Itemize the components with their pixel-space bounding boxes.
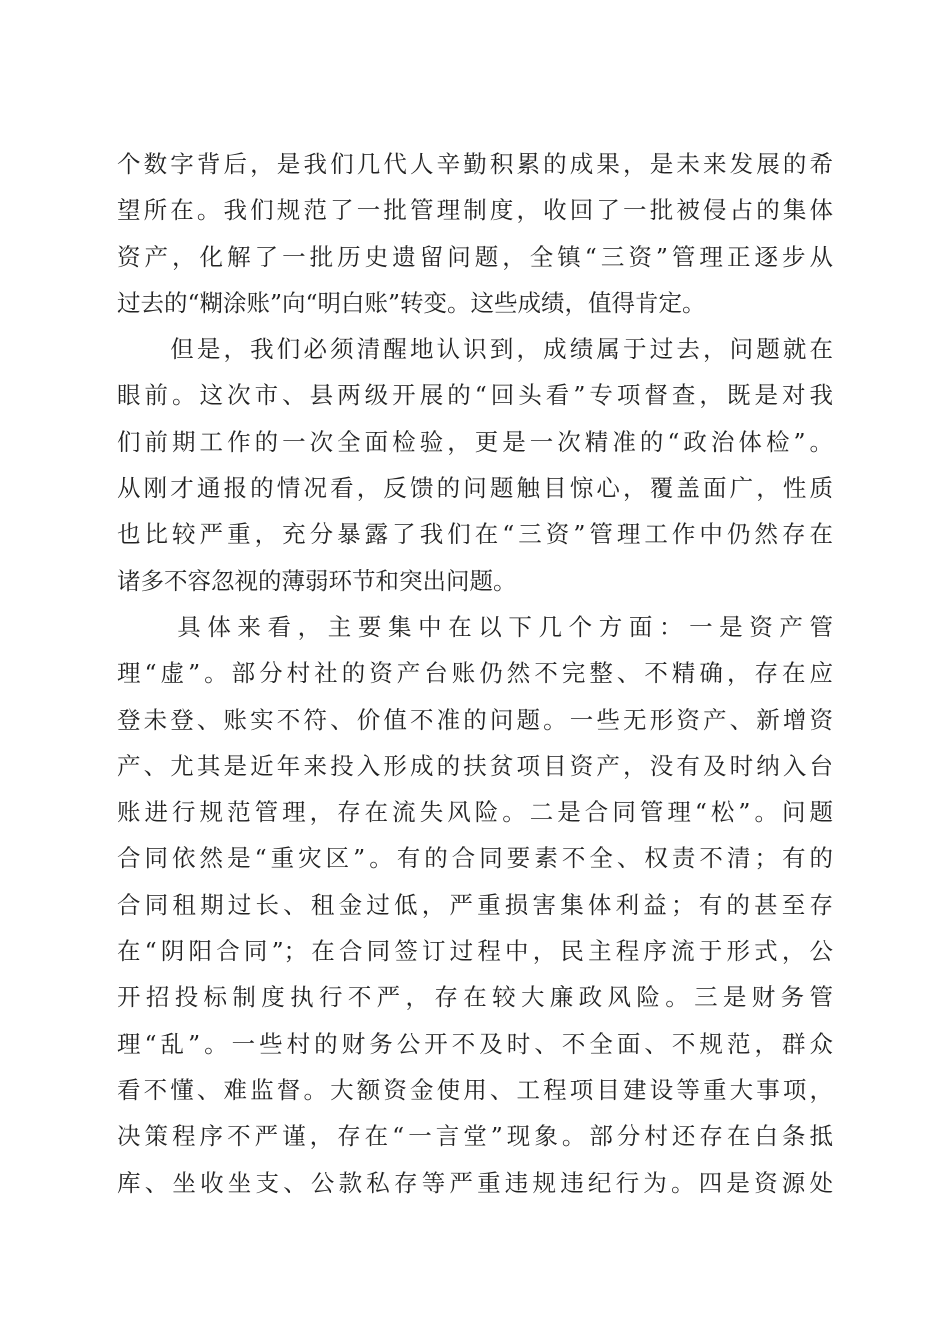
- text-line: 库、坐收坐支、公款私存等严重违规违纪行为。四是资源处: [117, 1168, 833, 1197]
- text-line: 但是，我们必须清醒地认识到，成绩属于过去，问题就在: [117, 335, 833, 364]
- text-line: 从刚才通报的情况看，反馈的问题触目惊心，覆盖面广，性质: [117, 474, 833, 503]
- document-body: [117, 141, 833, 1206]
- text-line: 产、尤其是近年来投入形成的扶贫项目资产，没有及时纳入台: [117, 751, 833, 780]
- text-line: 诸多不容忽视的薄弱环节和突出问题。: [117, 566, 517, 595]
- text-line: 开招投标制度执行不严，存在较大廉政风险。三是财务管: [117, 983, 833, 1012]
- text-line: 看不懂、难监督。大额资金使用、工程项目建设等重大事项，: [117, 1075, 833, 1104]
- text-line: 合同依然是“重灾区”。有的合同要素不全、权责不清；有的: [117, 844, 833, 873]
- text-line: 也比较严重，充分暴露了我们在“三资”管理工作中仍然存在: [117, 520, 833, 549]
- text-line: 个数字背后，是我们几代人辛勤积累的成果，是未来发展的希: [117, 150, 833, 178]
- text-line: 登未登、账实不符、价值不准的问题。一些无形资产、新增资: [117, 705, 833, 734]
- text-line: 理“乱”。一些村的财务公开不及时、不全面、不规范，群众: [117, 1029, 833, 1058]
- text-line: 们前期工作的一次全面检验，更是一次精准的“政治体检”。: [117, 427, 833, 456]
- text-line: 在“阴阳合同”；在合同签订过程中，民主程序流于形式，公: [117, 937, 833, 966]
- text-line: 理“虚”。部分村社的资产台账仍然不完整、不精确，存在应: [117, 659, 833, 688]
- text-line: 资产，化解了一批历史遗留问题，全镇“三资”管理正逐步从: [117, 242, 833, 271]
- text-line: 眼前。这次市、县两级开展的“回头看”专项督查，既是对我: [117, 381, 833, 410]
- text-line: 过去的“糊涂账”向“明白账”转变。这些成绩，值得肯定。: [117, 288, 706, 317]
- text-line: 账进行规范管理，存在流失风险。二是合同管理“松”。问题: [117, 798, 833, 827]
- text-line: 决策程序不严谨，存在“一言堂”现象。部分村还存在白条抵: [117, 1122, 833, 1151]
- text-line: 具体来看，主要集中在以下几个方面：一是资产管: [117, 612, 833, 641]
- text-line: 合同租期过长、租金过低，严重损害集体利益；有的甚至存: [117, 890, 833, 919]
- text-line: 望所在。我们规范了一批管理制度，收回了一批被侵占的集体: [117, 196, 833, 225]
